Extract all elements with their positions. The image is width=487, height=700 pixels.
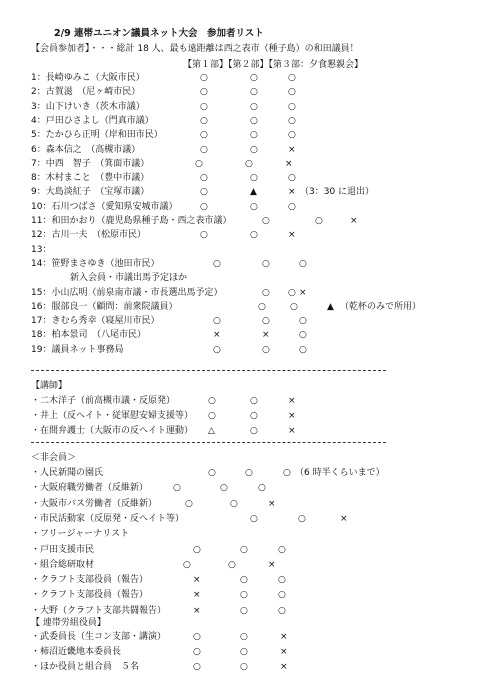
session2-mark: ○ <box>250 130 258 141</box>
session1-mark: ○ <box>258 301 266 312</box>
session2-mark: ▲ <box>250 187 257 198</box>
nonmember-name: ・クラフト支部役員（報告） <box>31 590 149 601</box>
session2-mark: ○ <box>250 144 258 155</box>
session3-mark: ▲ <box>327 301 334 312</box>
session2-mark: ○ <box>228 559 236 570</box>
session3-mark: × <box>288 230 296 241</box>
session2-mark: ○ <box>250 201 258 212</box>
session1-mark: ○ <box>200 115 208 126</box>
session1-mark: × <box>193 605 201 616</box>
session2-mark: ○ <box>230 498 238 509</box>
session2-mark: ○ <box>250 87 258 98</box>
member-name: 3：山下けいき（茨木市議） <box>31 101 145 112</box>
session1-mark: ○ <box>200 230 208 241</box>
member-name: 18：柏本景司 （八尾市民） <box>31 330 146 341</box>
nonmember-name: ・人民新聞の園氏 <box>31 468 104 478</box>
member-name: 19：議員ネット事務局 <box>31 344 124 355</box>
session1-mark: ○ <box>193 544 201 555</box>
session3-mark: ○ <box>278 575 286 586</box>
session1-mark: ○ <box>200 130 208 141</box>
session2-mark: ○ <box>240 590 248 601</box>
nonmember-name: ・フリージャーナリスト <box>31 529 130 540</box>
member-name: 4：戸田ひさよし（門真市議） <box>31 115 154 126</box>
session3-mark: ○ <box>288 115 296 126</box>
member-name: 17：きむら秀幸（寝屋川市民） <box>31 316 160 327</box>
session2-mark: × <box>262 330 270 341</box>
member-name: 5：たかひら正明（岸和田市民） <box>31 130 163 141</box>
session2-mark: ○ <box>262 258 270 269</box>
intro-summary: 【会員参加者】・・・総計 18 人、最も遠距離は西之表市（種子島）の和田議員！ <box>31 44 359 54</box>
attendance-note: （乾杯のみで所用） <box>340 301 422 312</box>
session1-mark: ○ <box>185 498 193 509</box>
session1-mark: ○ <box>208 468 216 478</box>
session2-mark: ○ <box>288 287 296 298</box>
session3-mark: × <box>350 216 358 226</box>
nonmember-name: ・市民活動家（反原発・反ヘイト等） <box>31 513 185 524</box>
member-name: 7：中西 智子 （箕面市議） <box>31 158 150 169</box>
member-name: 9：大島淡紅子 （宝塚市議） <box>31 187 150 198</box>
session3-mark: ○ <box>278 590 286 601</box>
session3-mark: × <box>299 287 307 298</box>
session1-mark: ○ <box>200 201 208 212</box>
member-name: 14：笹野まさゆき（池田市民） <box>31 258 160 269</box>
session3-mark: ○ <box>299 316 307 327</box>
session1-mark: ○ <box>193 662 201 672</box>
session1-mark: ○ <box>200 87 208 98</box>
session3-mark: ○ <box>299 344 307 355</box>
session2-mark: ○ <box>245 468 253 478</box>
session2-mark: ○ <box>240 575 248 586</box>
session3-mark: ○ <box>288 101 296 112</box>
session1-mark: ○ <box>208 396 216 406</box>
member-name: 6：森本信之 （高槻市議） <box>31 144 141 155</box>
session2-mark: ○ <box>240 662 248 672</box>
session1-mark: ○ <box>193 632 201 642</box>
session2-mark: ○ <box>250 115 258 126</box>
session3-mark: × <box>288 144 296 155</box>
session3-mark: × <box>280 632 288 642</box>
session1-mark: × <box>193 590 201 601</box>
session2-mark: ○ <box>315 216 323 226</box>
session3-mark: × <box>280 662 288 672</box>
union-officer-name: ・ほか役員と組合員 ５名 <box>31 662 140 672</box>
member-name: 15：小山広明（前泉南市議・市長選出馬予定） <box>31 287 223 298</box>
member-name: 2：古賀滋 （尼ヶ崎市民） <box>31 87 141 98</box>
session1-mark: ○ <box>213 344 221 355</box>
session3-mark: ○ <box>299 330 307 341</box>
nonmembers-heading: ＜非会員＞ <box>31 453 77 463</box>
speaker-name: ・二木洋子（前高槻市議・反原発） <box>31 396 176 406</box>
session2-mark: ○ <box>250 396 258 406</box>
session3-mark: × <box>288 187 296 198</box>
member-subheading: 新入会員・市議出馬予定ほか <box>70 273 188 284</box>
union-heading: 【 連帯労組役員】 <box>31 618 106 628</box>
session1-mark: ○ <box>200 173 208 184</box>
session1-mark: × <box>213 330 221 341</box>
session3-mark: × <box>288 411 296 421</box>
session1-mark: ○ <box>262 216 270 226</box>
member-name: 16：服部良一（顧問：前衆院議員） <box>31 301 178 312</box>
session3-mark: ○ <box>288 87 296 98</box>
session2-mark: ○ <box>250 173 258 184</box>
session2-mark: ○ <box>240 544 248 555</box>
session2-mark: ○ <box>245 158 253 169</box>
session3-mark: ○ <box>299 258 307 269</box>
session1-mark: × <box>193 575 201 586</box>
session3-mark: × <box>280 647 288 657</box>
attendance-note: （6 時半くらいまで） <box>295 468 385 478</box>
session1-mark: ○ <box>183 559 191 570</box>
session2-mark: ○ <box>220 483 228 494</box>
session1-mark: ○ <box>200 101 208 112</box>
session1-mark: ○ <box>173 483 181 494</box>
session3-mark: × <box>268 559 276 570</box>
session3-mark: ○ <box>258 483 266 494</box>
member-name: 10：石川つばさ（愛知県安城市議） <box>31 201 178 212</box>
section-divider <box>31 442 386 443</box>
nonmember-name: ・クラフト支部役員（報告） <box>31 575 149 586</box>
session2-mark: ○ <box>240 632 248 642</box>
member-name: 11：和田かおり（鹿児島県種子島・西之表市議） <box>31 216 232 226</box>
speaker-name: ・在間弁護士（大阪市の反ヘイト運動） <box>31 426 194 436</box>
session3-mark: ○ <box>288 73 296 83</box>
member-name: 12：古川一夫 （松原市民） <box>31 230 146 241</box>
session2-mark: ○ <box>250 73 258 83</box>
session3-mark: ○ <box>288 130 296 141</box>
page-title: 2/9 連帯ユニオン議員ネット大会 参加者リスト <box>54 28 264 39</box>
session3-mark: ○ <box>278 605 286 616</box>
session2-mark: ○ <box>262 344 270 355</box>
member-name: 1：長崎ゆみこ（大阪市民） <box>31 73 145 83</box>
session3-mark: ○ <box>283 468 291 478</box>
session3-mark: × <box>288 396 296 406</box>
session3-mark: ○ <box>278 544 286 555</box>
session2-mark: ○ <box>240 605 248 616</box>
nonmember-name: ・大野（クラフト支部共闘報告） <box>31 605 167 616</box>
session2-mark: ○ <box>240 647 248 657</box>
speakers-heading: 【講師】 <box>31 381 68 391</box>
session2-mark: ○ <box>298 513 306 524</box>
session1-mark: ○ <box>213 258 221 269</box>
nonmember-name: ・組合総研取材 <box>31 559 95 570</box>
session1-mark: ○ <box>195 158 203 169</box>
session3-mark: ○ <box>288 201 296 212</box>
session2-mark: ○ <box>250 411 258 421</box>
member-name: 8：木村まこと （豊中市議） <box>31 173 150 184</box>
section-divider <box>31 370 386 371</box>
union-officer-name: ・武委員長（生コン支部・講演） <box>31 632 167 642</box>
session2-mark: ○ <box>262 316 270 327</box>
session1-mark: ○ <box>200 144 208 155</box>
nonmember-name: ・大阪府職労働者（反維新） <box>31 483 149 494</box>
session3-mark: × <box>285 158 293 169</box>
session2-mark: ○ <box>250 426 258 436</box>
member-name: 13： <box>31 244 52 255</box>
session1-mark: ○ <box>213 316 221 327</box>
session2-mark: ○ <box>250 101 258 112</box>
session3-mark: ○ <box>288 173 296 184</box>
session3-mark: × <box>268 498 276 509</box>
nonmember-name: ・戸田支援市民 <box>31 544 95 555</box>
nonmember-name: ・大阪市バス労働者（反維新） <box>31 498 158 509</box>
union-officer-name: ・柿沼近畿地本委員長 <box>31 647 122 657</box>
session1-mark: △ <box>208 426 215 436</box>
session1-mark: ○ <box>193 647 201 657</box>
session1-mark: ○ <box>208 411 216 421</box>
session1-mark: ○ <box>250 513 258 524</box>
speaker-name: ・井上（反ヘイト・従軍慰安婦支援等） <box>31 411 194 421</box>
session1-mark: ○ <box>200 187 208 198</box>
session2-mark: ○ <box>290 301 298 312</box>
session1-mark: ○ <box>262 287 270 298</box>
session3-mark: × <box>340 513 348 524</box>
session1-mark: ○ <box>200 73 208 83</box>
session3-mark: × <box>288 426 296 436</box>
session-header: 【第１部】【第２部】【第３部：夕食懇親会】 <box>183 60 364 70</box>
attendance-note: （3：30 に退出） <box>300 187 375 198</box>
session2-mark: ○ <box>250 230 258 241</box>
